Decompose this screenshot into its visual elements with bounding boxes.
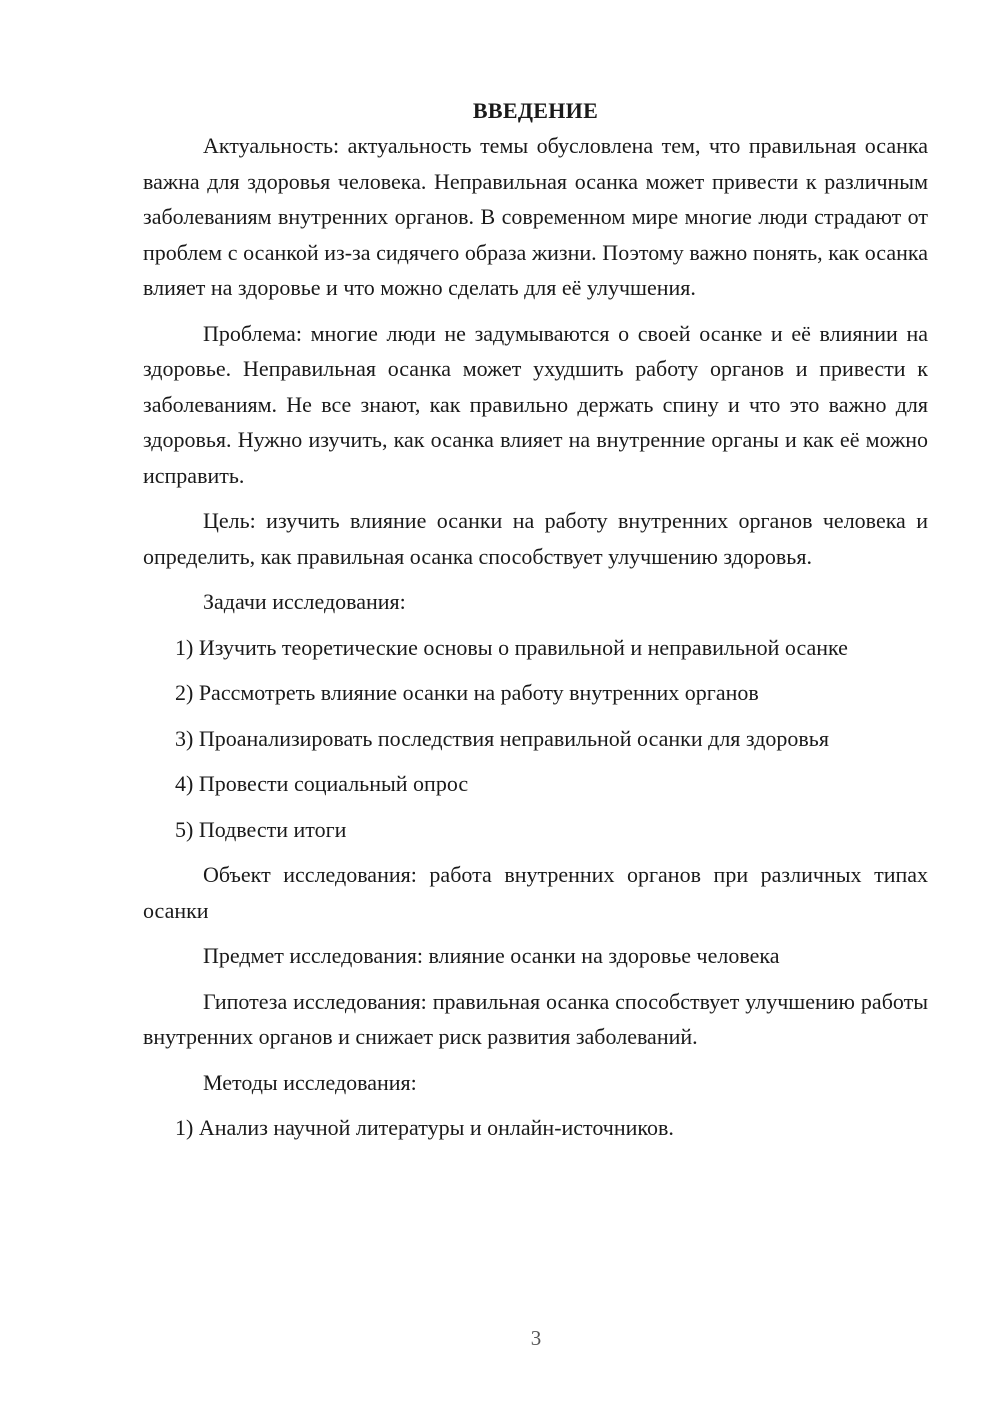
methods-list bbox=[143, 1110, 928, 1146]
page-number: 3 bbox=[530, 1326, 542, 1350]
page-title: ВВЕДЕНИЕ bbox=[472, 98, 599, 123]
tasks-heading: Задачи исследования: bbox=[203, 589, 406, 614]
tasks-list bbox=[143, 630, 928, 848]
task-item-3: 3) Проанализировать последствия неправильной осанки для здоровья bbox=[175, 725, 829, 751]
task-item-2: 2) Рассмотреть влияние осанки на работу внутренних органов bbox=[175, 680, 759, 705]
subject-paragraph: Предмет исследования: влияние осанки на здоровье человека bbox=[203, 943, 780, 968]
method-item-1: 1) Анализ научной литературы и онлайн-источников. bbox=[175, 1115, 674, 1140]
task-item-1: 1) Изучить теоретические основы о правильной и неправильной осанке bbox=[175, 634, 848, 660]
goal-paragraph: Цель: изучить влияние осанки на работу внутренних органов человека и определить, как правильная осанка способствует улучшению здоровья. bbox=[143, 508, 928, 569]
relevance-paragraph: Актуальность: актуальность темы обусловлена тем, что правильная осанка важна для здоровья человека. Неправильная осанка может привести к различным заболеваниям внутренних органов. В современном мире многие люди страдают от проблем с осанкой из-за сидячего образа жизни. Поэтому важно понять, как осанка влияет на здоровье и что можно сделать для её улучшения. bbox=[143, 133, 928, 300]
object-paragraph: Объект исследования: работа внутренних органов при различных типах осанки bbox=[143, 862, 928, 923]
methods-heading: Методы исследования: bbox=[203, 1069, 417, 1095]
task-item-4: 4) Провести социальный опрос bbox=[175, 771, 469, 796]
problem-paragraph: Проблема: многие люди не задумываются о своей осанке и её влиянии на здоровье. Неправильная осанка может ухудшить работу органов и привести к заболеваниям. Не все знают, как правильно держать спину и что это важно для здоровья. Нужно изучить, как осанка влияет на внутренние органы и как её можно исправить. bbox=[143, 320, 928, 488]
hypothesis-paragraph: Гипотеза исследования: правильная осанка способствует улучшению работы внутренних органов и снижает риск развития заболеваний. bbox=[143, 988, 928, 1049]
page-content bbox=[143, 93, 928, 1146]
task-item-5: 5) Подвести итоги bbox=[175, 816, 347, 842]
